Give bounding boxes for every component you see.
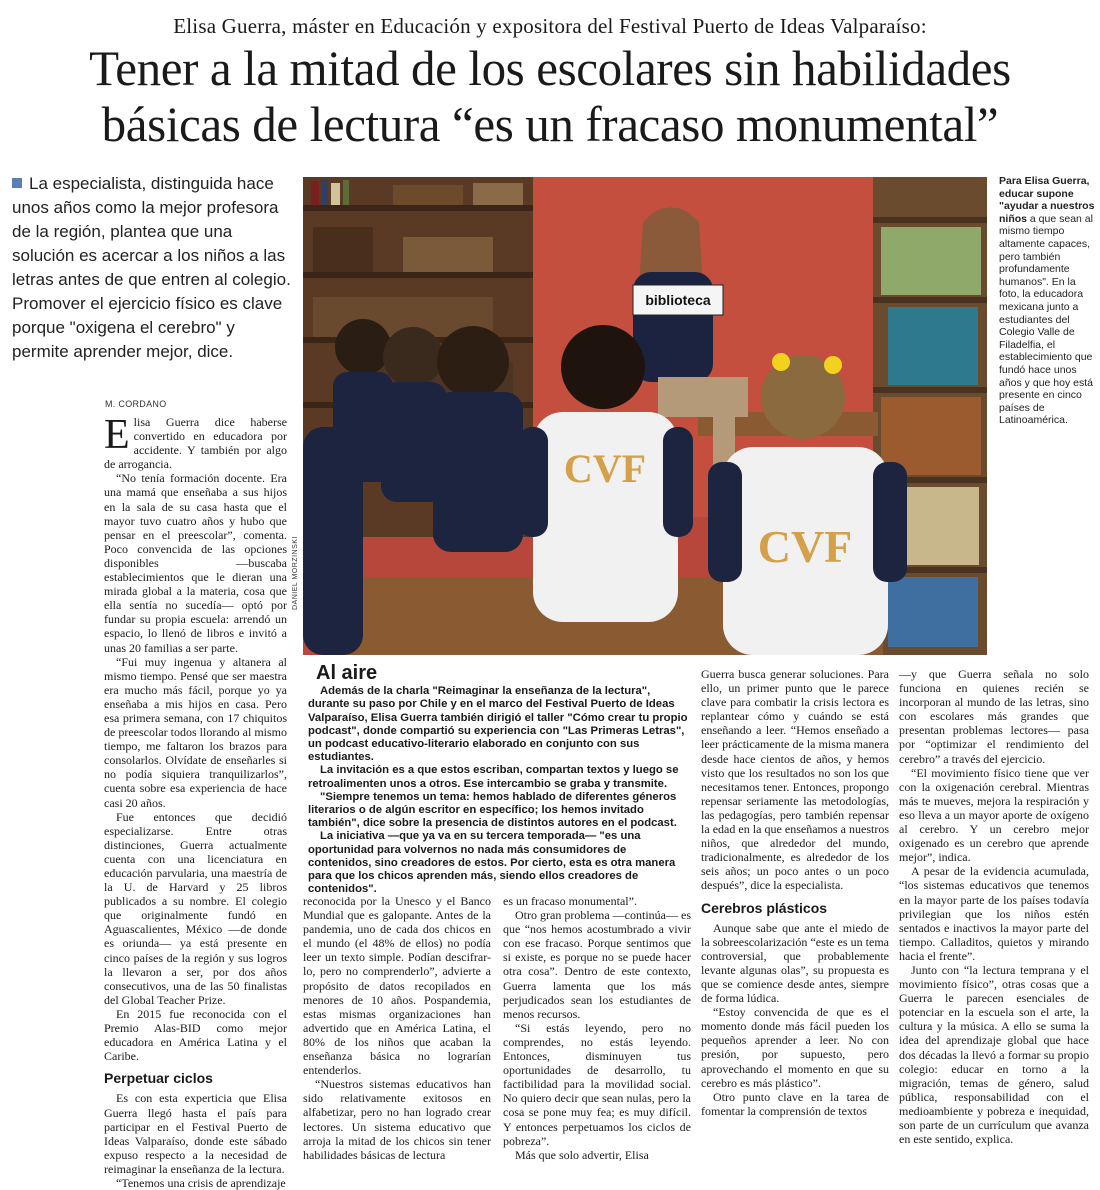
paragraph: Otro punto clave en la tarea de fomentar la comprensión de textos [701, 1089, 889, 1118]
bullet-square-icon [12, 178, 22, 188]
byline: M. CORDANO [105, 399, 167, 409]
kicker: Elisa Guerra, máster en Educación y expositora del Festival Puerto de Ideas Valparaíso: [173, 14, 927, 38]
paragraph: —y que Guerra señala no solo funciona en quienes recién se incorporan al mundo de las letras, sino con escolares más grandes que presentan problemas lectores— pasa por “optimizar el rendimiento del cerebro” a través del ejercicio. [899, 667, 1089, 766]
photo-credit: DANIEL MORZINSKI [292, 536, 299, 610]
headline [11, 40, 1089, 152]
paragraph: Guerra busca generar soluciones. Para ello, un primer punto que le parece clave para combatir la crisis lectora es replantear cómo y cuándo se está enseñando a leer. “Hemos enseñado a leer prácticamente de la misma manera desde hace cientos de años, y hemos visto que los resultados no son los que necesitamos tener. Entonces, propongo repensar seriamente las metodologías, las pedagogías, pero también repensar la edad en la que enseñamos a nuestros niños, que alrededor del mundo, tradicionalmente, es alrededor de los seis años; un poco antes o un poco después”, dice la especialista. [701, 667, 889, 893]
shirt-text: CVF [757, 521, 853, 572]
paragraph: “El movimiento físico tiene que ver con la oxigenación cerebral. Mientras más te mueves, mejora la respiración y eso lleva a un mayor aporte de oxígeno al cerebro. Y un cerebro mejor oxigenado es un cerebro que aprende mejor”, indica. [899, 765, 1089, 865]
paragraph: A pesar de la evidencia acumulada, “los sistemas educativos que tenemos en la mayor parte de los países todavía privilegian que los niños estén sentados e inactivos la mayor parte del tiempo. Calladitos, quietos y mirando hacia el frente”. [899, 864, 1089, 963]
paragraph: Es con esta experticia que Elisa Guerra llegó hasta el país para participar en el Festival Puerto de Ideas Valparaíso, donde este sábado expuso respecto a la necesidad de reimaginar la enseñanza de la lectura. [104, 1091, 287, 1176]
photo-caption [999, 175, 1095, 427]
paragraph: “Nuestros sistemas educativos han sido relativamente exitosos en alfabetizar, pero no han logrado crear lectores. Un sistema educativo que arroja la mitad de los chicos sin tener habilidades básicas de lectura [303, 1077, 491, 1162]
dropcap: E [104, 412, 130, 458]
column-2 [303, 894, 491, 1162]
column-4 [701, 667, 889, 1118]
paragraph: “Si estás leyendo, pero no comprendes, no estás leyendo. Entonces, disminuyen tus oportunidades de desarrollo, tu factibilidad para la movilidad social. No quiero decir que sean nulas, pero la cosa se pone muy fea; es muy difícil. Y entonces perpetuamos los ciclos de pobreza”. [503, 1020, 691, 1148]
caption-bold: Para Elisa Guerra, educar supone "ayudar a nuestros niños [999, 175, 1095, 225]
shirt-text: CVF [563, 446, 647, 491]
paragraph: En 2015 fue reconocida con el Premio Alas-BID como mejor educadora en América Latina y el Caribe. [104, 1006, 287, 1064]
lead-paragraph [12, 172, 294, 364]
paragraph: “Tenemos una crisis de aprendizaje [116, 1175, 286, 1190]
subheading: Cerebros plásticos [701, 899, 828, 916]
caption-text: a que sean al mismo tiempo altamente capaces, pero también profundamente humanos". En la foto, la educadora mexicana junto a estudiantes del Colegio Valle de Filadelfia, el establecimiento que fundó hace unos años y que hoy está presente en cinco países de Latinoamérica. [999, 212, 1093, 427]
photo-illustration [303, 177, 987, 655]
subheading: Perpetuar ciclos [104, 1070, 213, 1087]
headline-line-2: básicas de lectura “es un fracaso monumental” [101, 96, 999, 152]
paragraph: Fue entonces que decidió especializarse. Entre otras distinciones, Guerra actualmente cuenta con una licenciatura en educación parvularia, una maestría de la U. de Harvard y 25 libros publicados a su nombre. El colegio que originalmente fundó en Aguascalientes, México —de donde es oriunda— ya está presente en cinco países de la región y sus logros la llevaron a ser, por dos años consecutivos, una de las 50 finalistas del Global Teacher Prize. [104, 809, 287, 1007]
paragraph: “Estoy convencida de que es el momento donde más fácil pueden los pequeños aprender a leer. No con presión, por supuesto, pero aprovechando el momento en que su cerebro es más plástico”. [701, 1005, 889, 1090]
column-1 [104, 412, 287, 1190]
headline-line-1: Tener a la mitad de los escolares sin habilidades [89, 40, 1011, 96]
sidebar-box [308, 662, 692, 896]
paragraph: “Fui muy ingenua y altanera al mismo tiempo. Pensé que ser maestra era mucho más fácil, porque yo ya enseñaba a mis hijos en casa. Pero esa primera semana, con 17 chiquitos de preescolar todos llorando al mismo tiempo, me faltaron los brazos para consolarlos. Olvídate de enseñarles si no podía siquiera tranquilizarlos”, cuenta sobre esa experiencia de hace casi 20 años. [104, 654, 287, 810]
paragraph: Otro gran problema —continúa— es que “nos hemos acostumbrado a vivir con ese fracaso. Porque sentimos que si existe, es porque no se puede hacer otra cosa”. Dentro de este contexto, Guerra lamenta que los más perjudicados sean los estudiantes de menos recursos. [503, 908, 691, 1021]
box-paragraph: La iniciativa —que ya va en su tercera temporada— "es una oportunidad para volvernos no nada más consumidores de contenidos, sino creadores de estos. Por cierto, esta es otra manera para que los chicos aprenden más, siendo ellos creadores de contenidos". [308, 830, 676, 896]
box-paragraph: Además de la charla "Reimaginar la enseñanza de la lectura", durante su paso por Chile y en el marco del Festival Puerto de Ideas Valparaíso, Elisa Guerra también dirigió el taller "Cómo crear tu propio podcast", donde compartió su experiencia con "Las Primeras Letras", un podcast educativo-literario elaborado en conjunto con sus estudiantes. [308, 685, 688, 764]
paragraph: Más que solo advertir, Elisa [515, 1147, 649, 1162]
paragraph: Elisa Guerra dice haberse convertido en educadora por accidente. Y también por algo de arrogancia. [104, 412, 287, 472]
box-title: Al aire [316, 662, 378, 684]
box-paragraph: "Siempre tenemos un tema: hemos hablado de diferentes géneros literarios o de algún escritor en específico; los hemos invitado también", dice sobre la presencia de distintos autores en el podcast. [308, 790, 677, 830]
classroom-photo [303, 177, 987, 655]
paragraph: es un fracaso monumental”. [503, 894, 637, 908]
paragraph: reconocida por la Unesco y el Banco Mundial que es galopante. Antes de la pandemia, uno de cada dos chicos en el mundo (el 48% de ellos) no podía leer un texto simple. Podían descifrar-lo, pero no comprenderlo”, advierte a propósito de datos recopilados en menores de 10 años. Pospandemia, estas mismas organizaciones han advertido que en América Latina, el 80% de los niños que acaban la enseñanza básica no lograrían entenderlos. [303, 894, 491, 1078]
column-3 [503, 894, 691, 1162]
paragraph: Aunque sabe que ante el miedo de la sobreescolarización “este es un tema controversial, que probablemente levante algunas olas”, su propuesta es que se comience desde antes, siempre de forma lúdica. [701, 920, 889, 1006]
lead-text: La especialista, distinguida hace unos años como la mejor profesora de la región, plantea que una solución es acercar a los niños a las letras antes de que entren al colegio. Promover el ejercicio físico es clave porque "oxigena el cerebro" y permite aprender mejor, dice. [12, 174, 291, 361]
box-paragraph: La invitación es a que estos escriban, compartan textos y luego se retroalimenten unos a otros. Ese intercambio se graba y transmite. [308, 764, 679, 790]
photo-sign-text: biblioteca [645, 292, 711, 308]
column-5 [899, 667, 1089, 1146]
paragraph: “No tenía formación docente. Era una mamá que enseñaba a sus hijos en la sala de su casa hasta que el mayor tuvo cuatro años y hubo que pensar en el preescolar”, comenta. Poco convencida de las opciones disponibles —buscaba establecimientos que le dieran una mirada global a la materia, cosa que ella sentía no sucedía— optó por fundar su propia escuela: arrendó un espacio, lo llenó de libros e invitó a unas 20 familias a ser parte. [104, 471, 287, 655]
paragraph: Junto con “la lectura temprana y el movimiento físico”, otras cosas que a Guerra le parecen esenciales de potenciar en la escuela son el arte, la cultura y la música. A ello se suma la idea del aprendizaje global que hace dos décadas la llevó a formar su propio colegio: educar en torno a la migración, temas de género, salud pública, responsabilidad con el medioambiente y pobreza e inequidad, son parte de un currículum que avanza en este sentido, explica. [899, 962, 1089, 1147]
